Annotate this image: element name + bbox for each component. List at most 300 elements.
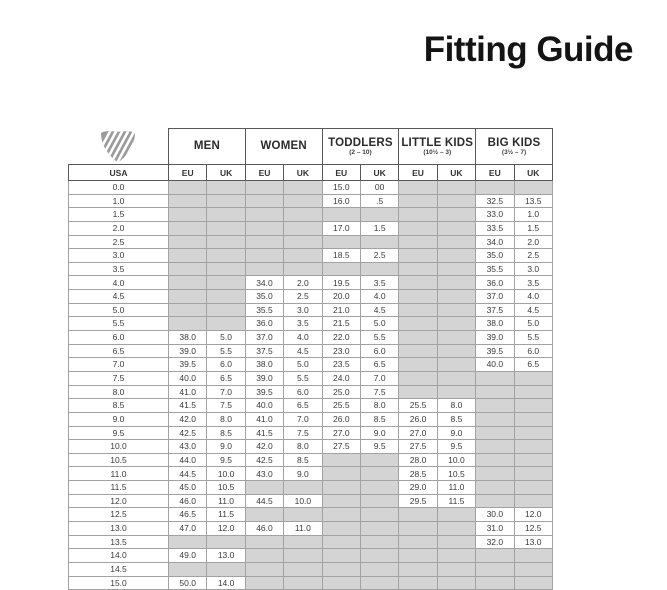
usa-size-cell: 2.5	[69, 235, 169, 249]
size-cell	[437, 317, 475, 331]
usa-size-cell: 8.5	[69, 399, 169, 413]
table-row	[69, 303, 553, 317]
size-cell	[514, 181, 552, 195]
size-cell	[399, 385, 437, 399]
size-cell	[322, 235, 360, 249]
size-cell	[245, 262, 283, 276]
size-cell	[245, 208, 283, 222]
table-row	[69, 317, 553, 331]
size-cell: 29.5	[399, 494, 437, 508]
size-cell	[360, 508, 398, 522]
size-cell	[514, 399, 552, 413]
size-cell	[245, 221, 283, 235]
size-cell: 39.0	[245, 371, 283, 385]
group-header-men: MEN	[169, 129, 246, 165]
size-cell: 1.5	[514, 221, 552, 235]
usa-size-cell: 15.0	[69, 576, 169, 590]
table-row	[69, 358, 553, 372]
size-cell	[322, 549, 360, 563]
group-subtitle-big-kids: (3½ – 7)	[501, 149, 527, 157]
size-cell: 20.0	[322, 290, 360, 304]
size-cell: 8.5	[437, 412, 475, 426]
size-cell: 6.0	[207, 358, 245, 372]
size-cell: 8.0	[437, 399, 475, 413]
size-cell: 13.0	[514, 535, 552, 549]
column-header-usa: USA	[69, 165, 169, 181]
size-cell	[322, 535, 360, 549]
size-cell	[245, 576, 283, 590]
size-cell: 21.0	[322, 303, 360, 317]
usa-size-cell: 1.5	[69, 208, 169, 222]
size-cell: 42.0	[245, 440, 283, 454]
size-cell	[399, 235, 437, 249]
size-cell	[437, 290, 475, 304]
size-cell: 10.0	[437, 453, 475, 467]
size-cell: 2.5	[360, 249, 398, 263]
size-cell	[245, 535, 283, 549]
size-cell	[169, 181, 207, 195]
size-cell	[399, 194, 437, 208]
size-cell	[207, 181, 245, 195]
size-cell: 38.0	[169, 331, 207, 345]
size-cell	[284, 576, 322, 590]
size-cell: 43.0	[169, 440, 207, 454]
size-cell: 24.0	[322, 371, 360, 385]
size-cell: 7.5	[360, 385, 398, 399]
size-cell	[322, 576, 360, 590]
size-cell: 34.0	[476, 235, 514, 249]
usa-size-cell: 2.0	[69, 221, 169, 235]
size-cell	[437, 535, 475, 549]
size-cell	[360, 494, 398, 508]
usa-size-cell: 14.5	[69, 562, 169, 576]
size-cell	[245, 549, 283, 563]
size-cell	[245, 481, 283, 495]
size-cell: 33.5	[476, 221, 514, 235]
size-cell	[284, 262, 322, 276]
size-cell	[476, 385, 514, 399]
size-cell	[437, 194, 475, 208]
size-cell: 5.5	[360, 331, 398, 345]
size-cell	[476, 181, 514, 195]
size-cell: 4.5	[284, 344, 322, 358]
table-row	[69, 262, 553, 276]
size-cell	[514, 549, 552, 563]
size-cell	[514, 453, 552, 467]
size-cell	[399, 522, 437, 536]
size-cell: 10.0	[207, 467, 245, 481]
size-cell	[476, 371, 514, 385]
size-cell	[207, 562, 245, 576]
column-header-5: UK	[360, 165, 398, 181]
size-cell	[360, 262, 398, 276]
size-cell	[399, 562, 437, 576]
size-cell: 39.5	[169, 358, 207, 372]
size-cell	[245, 562, 283, 576]
usa-size-cell: 9.0	[69, 412, 169, 426]
usa-size-cell: 3.5	[69, 262, 169, 276]
size-cell: 49.0	[169, 549, 207, 563]
table-row	[69, 181, 553, 195]
size-cell: 15.0	[322, 181, 360, 195]
size-cell	[437, 249, 475, 263]
size-cell	[476, 467, 514, 481]
table-row	[69, 426, 553, 440]
size-cell	[476, 576, 514, 590]
size-cell: 12.0	[514, 508, 552, 522]
usa-size-cell: 5.5	[69, 317, 169, 331]
size-cell: 11.0	[207, 494, 245, 508]
size-cell: 4.0	[284, 331, 322, 345]
column-header-6: EU	[399, 165, 437, 181]
size-cell: 40.0	[245, 399, 283, 413]
usa-size-cell: 6.5	[69, 344, 169, 358]
size-cell: 26.0	[322, 412, 360, 426]
size-cell: 6.0	[514, 344, 552, 358]
size-cell: 1.0	[514, 208, 552, 222]
size-cell	[169, 262, 207, 276]
usa-size-cell: 7.0	[69, 358, 169, 372]
size-cell: 40.0	[169, 371, 207, 385]
size-cell: 19.5	[322, 276, 360, 290]
size-cell	[169, 535, 207, 549]
size-cell	[169, 221, 207, 235]
size-cell	[207, 249, 245, 263]
size-cell: 34.0	[245, 276, 283, 290]
size-cell: 9.0	[284, 467, 322, 481]
size-cell	[169, 317, 207, 331]
usa-size-cell: 8.0	[69, 385, 169, 399]
size-cell: 10.5	[207, 481, 245, 495]
size-cell	[322, 522, 360, 536]
size-cell	[284, 181, 322, 195]
size-cell: 9.0	[360, 426, 398, 440]
size-cell: 27.0	[399, 426, 437, 440]
size-cell	[399, 303, 437, 317]
size-cell	[284, 535, 322, 549]
size-cell: 44.0	[169, 453, 207, 467]
size-cell: 8.5	[207, 426, 245, 440]
size-cell	[322, 508, 360, 522]
size-cell: 11.5	[207, 508, 245, 522]
size-cell	[514, 440, 552, 454]
size-cell: 43.0	[245, 467, 283, 481]
usa-size-cell: 4.5	[69, 290, 169, 304]
size-cell	[476, 562, 514, 576]
size-cell: 2.0	[284, 276, 322, 290]
size-cell	[399, 371, 437, 385]
size-cell: 27.0	[322, 426, 360, 440]
table-row	[69, 453, 553, 467]
size-cell: 9.5	[207, 453, 245, 467]
size-cell	[284, 549, 322, 563]
size-cell: 25.5	[399, 399, 437, 413]
size-cell	[207, 221, 245, 235]
table-row	[69, 235, 553, 249]
size-cell	[360, 481, 398, 495]
size-cell	[322, 453, 360, 467]
size-cell	[169, 208, 207, 222]
usa-size-cell: 11.0	[69, 467, 169, 481]
size-cell	[514, 426, 552, 440]
size-cell	[476, 481, 514, 495]
size-cell: 7.0	[284, 412, 322, 426]
table-row	[69, 535, 553, 549]
size-cell	[169, 194, 207, 208]
size-cell	[245, 508, 283, 522]
size-cell: 47.0	[169, 522, 207, 536]
size-cell: 29.0	[399, 481, 437, 495]
size-cell: 3.5	[514, 276, 552, 290]
size-cell	[322, 467, 360, 481]
size-cell: 46.5	[169, 508, 207, 522]
size-cell: 40.0	[476, 358, 514, 372]
usa-size-cell: 13.0	[69, 522, 169, 536]
usa-size-cell: 9.5	[69, 426, 169, 440]
size-cell	[437, 508, 475, 522]
size-cell: 5.0	[284, 358, 322, 372]
size-cell: 36.0	[476, 276, 514, 290]
size-cell	[476, 494, 514, 508]
size-cell: 50.0	[169, 576, 207, 590]
size-cell: 00	[360, 181, 398, 195]
size-cell	[284, 235, 322, 249]
size-cell	[437, 276, 475, 290]
size-cell: 26.0	[399, 412, 437, 426]
group-subtitle-toddlers: (2 – 10)	[349, 149, 372, 157]
size-cell: 33.0	[476, 208, 514, 222]
size-cell: 9.5	[437, 440, 475, 454]
size-cell	[284, 481, 322, 495]
size-cell: 37.5	[245, 344, 283, 358]
size-cell: 1.5	[360, 221, 398, 235]
size-cell	[322, 481, 360, 495]
size-cell	[476, 426, 514, 440]
size-cell	[437, 371, 475, 385]
size-cell: 41.5	[169, 399, 207, 413]
size-cell	[437, 549, 475, 563]
size-cell	[476, 412, 514, 426]
size-cell: 37.0	[476, 290, 514, 304]
size-cell	[284, 221, 322, 235]
size-chart-table	[68, 128, 553, 590]
size-cell: 5.0	[514, 317, 552, 331]
size-cell	[207, 535, 245, 549]
k-swiss-shield-logo	[98, 129, 138, 164]
usa-size-cell: 5.0	[69, 303, 169, 317]
size-cell: 39.5	[245, 385, 283, 399]
size-cell: 39.0	[476, 331, 514, 345]
size-cell	[169, 562, 207, 576]
column-header-1: UK	[207, 165, 245, 181]
size-cell	[399, 290, 437, 304]
size-cell: 41.0	[245, 412, 283, 426]
size-cell: 35.5	[245, 303, 283, 317]
size-cell	[399, 208, 437, 222]
size-cell: 4.0	[360, 290, 398, 304]
table-row	[69, 371, 553, 385]
size-cell	[360, 549, 398, 563]
table-row	[69, 494, 553, 508]
size-cell	[207, 290, 245, 304]
size-cell	[514, 494, 552, 508]
size-cell: 11.0	[284, 522, 322, 536]
size-cell: 9.0	[437, 426, 475, 440]
column-header-3: UK	[284, 165, 322, 181]
size-cell	[169, 249, 207, 263]
size-cell: 39.0	[169, 344, 207, 358]
table-row	[69, 399, 553, 413]
size-cell: 13.0	[207, 549, 245, 563]
size-cell: 25.5	[322, 399, 360, 413]
size-cell	[169, 303, 207, 317]
usa-size-cell: 7.5	[69, 371, 169, 385]
size-cell	[437, 358, 475, 372]
size-cell	[284, 249, 322, 263]
size-cell: 13.5	[514, 194, 552, 208]
size-cell: 38.0	[476, 317, 514, 331]
size-cell: 6.5	[360, 358, 398, 372]
size-cell	[437, 522, 475, 536]
size-cell: 11.5	[437, 494, 475, 508]
size-cell: 3.5	[360, 276, 398, 290]
table-row	[69, 481, 553, 495]
size-cell: 23.5	[322, 358, 360, 372]
size-cell: 35.5	[476, 262, 514, 276]
size-cell	[399, 535, 437, 549]
size-cell: 11.0	[437, 481, 475, 495]
usa-size-cell: 13.5	[69, 535, 169, 549]
size-cell: 30.0	[476, 508, 514, 522]
size-cell	[169, 276, 207, 290]
size-cell: 37.0	[245, 331, 283, 345]
table-row	[69, 412, 553, 426]
usa-size-cell: 14.0	[69, 549, 169, 563]
size-cell	[207, 317, 245, 331]
size-cell: 5.0	[207, 331, 245, 345]
size-cell: 5.0	[360, 317, 398, 331]
size-cell: 3.0	[284, 303, 322, 317]
size-cell: 28.5	[399, 467, 437, 481]
group-header-women: WOMEN	[245, 129, 322, 165]
size-cell: 35.0	[476, 249, 514, 263]
size-cell: 4.5	[514, 303, 552, 317]
size-cell	[360, 235, 398, 249]
size-cell	[360, 467, 398, 481]
size-cell	[322, 262, 360, 276]
size-cell: 45.0	[169, 481, 207, 495]
table-row	[69, 208, 553, 222]
size-cell	[399, 331, 437, 345]
size-cell	[360, 576, 398, 590]
size-cell	[399, 276, 437, 290]
size-cell	[322, 562, 360, 576]
size-cell	[245, 181, 283, 195]
group-header-big-kids: BIG KIDS (3½ – 7)	[476, 129, 553, 165]
column-header-4: EU	[322, 165, 360, 181]
size-cell: 42.5	[169, 426, 207, 440]
size-cell: 8.5	[360, 412, 398, 426]
size-cell: 6.5	[284, 399, 322, 413]
size-cell: 6.5	[514, 358, 552, 372]
size-cell	[284, 562, 322, 576]
size-cell	[437, 331, 475, 345]
size-cell: 41.0	[169, 385, 207, 399]
size-cell	[245, 249, 283, 263]
usa-size-cell: 6.0	[69, 331, 169, 345]
size-cell: 4.5	[360, 303, 398, 317]
size-cell	[514, 467, 552, 481]
size-cell: 4.0	[514, 290, 552, 304]
size-cell	[322, 494, 360, 508]
column-header-9: UK	[514, 165, 552, 181]
size-cell: 22.0	[322, 331, 360, 345]
size-cell	[360, 535, 398, 549]
table-row	[69, 508, 553, 522]
table-row	[69, 467, 553, 481]
size-cell: 39.5	[476, 344, 514, 358]
size-cell	[514, 562, 552, 576]
size-cell	[284, 194, 322, 208]
size-cell: 46.0	[245, 522, 283, 536]
size-cell: 6.5	[207, 371, 245, 385]
size-cell: 44.5	[245, 494, 283, 508]
size-cell: 14.0	[207, 576, 245, 590]
size-cell	[437, 303, 475, 317]
size-cell: 3.5	[284, 317, 322, 331]
size-cell: 38.0	[245, 358, 283, 372]
size-cell: 2.0	[514, 235, 552, 249]
size-cell	[437, 344, 475, 358]
usa-size-cell: 10.5	[69, 453, 169, 467]
size-cell: 9.5	[360, 440, 398, 454]
size-cell	[207, 208, 245, 222]
size-cell	[476, 399, 514, 413]
table-row	[69, 290, 553, 304]
size-cell	[169, 290, 207, 304]
table-row	[69, 440, 553, 454]
table-row	[69, 385, 553, 399]
usa-size-cell: 12.0	[69, 494, 169, 508]
table-row	[69, 249, 553, 263]
table-row	[69, 331, 553, 345]
group-header-little-kids: LITTLE KIDS (10½ – 3)	[399, 129, 476, 165]
size-cell	[437, 385, 475, 399]
size-cell: 28.0	[399, 453, 437, 467]
size-cell: 42.5	[245, 453, 283, 467]
table-row	[69, 276, 553, 290]
size-cell	[399, 249, 437, 263]
size-cell	[207, 262, 245, 276]
usa-size-cell: 10.0	[69, 440, 169, 454]
size-cell: .5	[360, 194, 398, 208]
size-cell	[437, 181, 475, 195]
size-cell	[207, 303, 245, 317]
size-cell: 5.5	[514, 331, 552, 345]
size-cell: 7.5	[207, 399, 245, 413]
size-cell	[322, 208, 360, 222]
size-cell	[399, 344, 437, 358]
size-cell: 21.5	[322, 317, 360, 331]
size-cell: 23.0	[322, 344, 360, 358]
size-cell: 44.5	[169, 467, 207, 481]
size-cell: 25.0	[322, 385, 360, 399]
size-cell	[399, 549, 437, 563]
size-cell	[245, 235, 283, 249]
table-row	[69, 562, 553, 576]
group-header-toddlers: TODDLERS (2 – 10)	[322, 129, 399, 165]
size-cell: 8.0	[360, 399, 398, 413]
